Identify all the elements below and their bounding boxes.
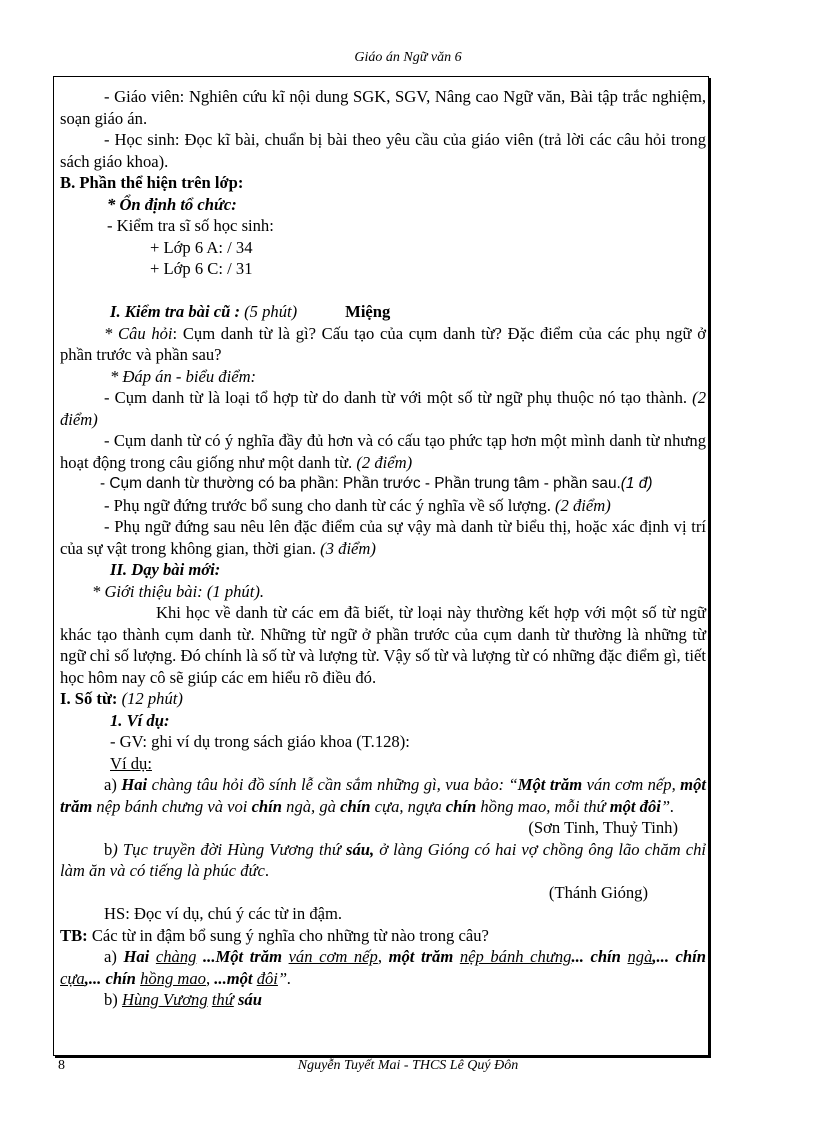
- prep-student: - Học sinh: Đọc kĩ bài, chuẩn bị bài theo yêu cầu của giáo viên (trả lời các câu hỏi trong sách giáo khoa).: [60, 130, 706, 171]
- example-title: 1. Ví dụ:: [110, 710, 170, 730]
- old-lesson-mode: Miệng: [345, 302, 391, 321]
- intro-text: Khi học về danh từ các em đã biết, từ loại này thường kết hợp với một số từ ngữ khác tạo thành cụm danh từ. Những từ ngữ ở phần trước của cụm danh từ thường là những từ ngữ chỉ số lượng. Đó chính là số từ và lượng từ. Vậy số từ và lượng từ có những đặc điểm gì, tiết học hôm nay cô sẽ giúp các em hiểu rõ điều đó.: [60, 603, 706, 687]
- old-lesson-heading: [60, 301, 706, 323]
- answer-a: a) Hai chàng ...Một trăm ván cơm nếp, một trăm nệp bánh chưng... chín ngà,... chín cựa,... chín hồng mao, ...một đôi”.: [60, 947, 706, 988]
- example-b: b) Tục truyền đời Hùng Vương thứ sáu, ở làng Gióng có hai vợ chồng ông lão chăm chỉ làm ăn và có tiếng là phúc đức.: [60, 839, 706, 880]
- intro-label: * Giới thiệu bài: (1 phút).: [92, 581, 265, 601]
- answer-2: - Cụm danh từ có ý nghĩa đầy đủ hơn và có cấu tạo phức tạp hơn một mình danh từ nhưng hoạt động trong câu giống như một danh từ. (2 điểm): [60, 431, 706, 472]
- numerals-heading: I. Số từ: (12 phút): [60, 689, 183, 708]
- tb-question: TB: Các từ in đậm bổ sung ý nghĩa cho những từ nào trong câu?: [60, 925, 489, 945]
- example-a-source: (Sơn Tinh, Thuỷ Tinh): [528, 818, 678, 837]
- lesson-content: [60, 86, 706, 1011]
- page-number: 8: [58, 1058, 65, 1073]
- old-lesson-title: I. Kiểm tra bài cũ :: [110, 302, 240, 321]
- answer-label: * Đáp án - biểu điểm:: [110, 366, 257, 386]
- example-b-source: (Thánh Gióng): [548, 882, 648, 902]
- org-title: * Ổn định tổ chức:: [107, 194, 237, 214]
- answer-5: - Phụ ngữ đứng sau nêu lên đặc điểm của sự vậy mà danh từ biểu thị, hoặc xác định vị trí của sự vật trong không gian, thời gian. (3 điểm): [60, 517, 706, 558]
- page-footer-author: Nguyễn Tuyết Mai - THCS Lê Quý Đôn: [297, 1058, 519, 1073]
- hs-note: HS: Đọc ví dụ, chú ý các từ in đậm.: [104, 904, 343, 923]
- old-lesson-time: (5 phút): [240, 302, 298, 321]
- answer-3: - Cụm danh từ thường có ba phần: Phần trước - Phần trung tâm - phần sau.(1 đ): [100, 475, 653, 492]
- question-text: : Cụm danh từ là gì? Cấu tạo của cụm danh từ? Đặc điểm của các phụ ngữ ở phần trước và phần sau?: [60, 323, 706, 364]
- old-question: [60, 323, 706, 366]
- check-students: - Kiểm tra sĩ số học sinh:: [107, 216, 274, 235]
- answer-1: - Cụm danh từ là loại tổ hợp từ do danh từ với một số từ ngữ phụ thuộc nó tạo thành. (2 điểm): [60, 388, 706, 429]
- class-6a: + Lớp 6 A: / 34: [150, 237, 253, 257]
- prep-teacher: - Giáo viên: Nghiên cứu kĩ nội dung SGK, SGV, Nâng cao Ngữ văn, Bài tập trắc nghiệm, soạn giáo án.: [60, 87, 706, 128]
- question-label: * Câu hỏi: [104, 323, 173, 343]
- answer-4: - Phụ ngữ đứng trước bổ sung cho danh từ các ý nghĩa về số lượng. (2 điểm): [104, 495, 611, 515]
- spacer: [60, 280, 706, 302]
- new-lesson-title: II. Dạy bài mới:: [110, 560, 221, 579]
- answer-b: b) Hùng Vương thứ sáu: [104, 990, 262, 1009]
- gv-note: - GV: ghi ví dụ trong sách giáo khoa (T.128):: [110, 732, 410, 751]
- page-header: Giáo án Ngữ văn 6: [354, 50, 462, 65]
- class-6c: + Lớp 6 C: / 31: [150, 259, 253, 278]
- example-a: a) Hai chàng tâu hỏi đồ sính lễ cần sắm những gì, vua bảo: “Một trăm ván cơm nếp, một trăm nệp bánh chưng và voi chín ngà, gà chín cựa, ngựa chín hồng mao, mỗi thứ một đôi”.: [60, 775, 706, 816]
- section-b-title: B. Phần thể hiện trên lớp:: [60, 173, 244, 192]
- example-label: Ví dụ:: [110, 753, 152, 773]
